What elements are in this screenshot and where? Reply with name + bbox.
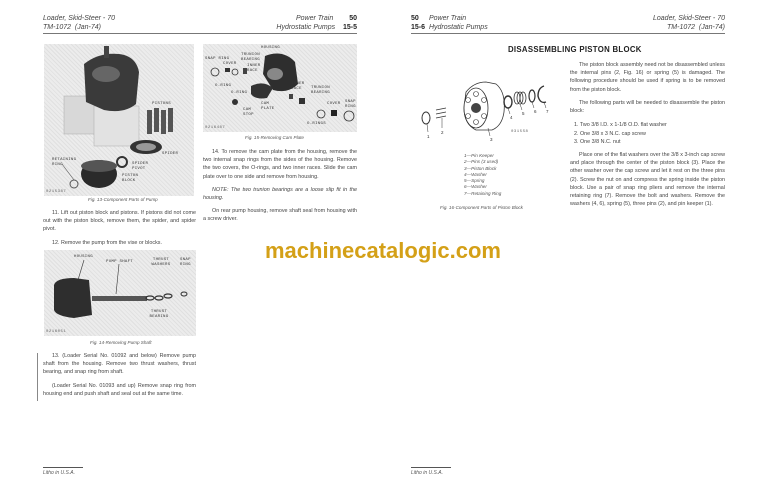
- header-manual: TM-1072: [43, 24, 72, 31]
- label-snap-ring: SNAP RING: [180, 258, 191, 267]
- header-section-num: 50: [349, 15, 357, 22]
- right-body-text-2: [570, 151, 725, 213]
- label-trunion-bearing-2: TRUNION BEARING: [311, 86, 330, 95]
- parts-list-item: 1. Two 3/8 I.D. x 1-1/8 O.D. flat washer: [574, 122, 667, 128]
- figure-14-caption: Fig. 14-Removing Pump Shaft: [90, 340, 152, 345]
- header-section: Power Train: [428, 15, 467, 22]
- paragraph-2: The following parts will be needed to disassemble the piston block:: [570, 99, 725, 115]
- callout-1: 1: [427, 134, 430, 139]
- footer-rule: [43, 467, 83, 468]
- left-header-right: [276, 14, 357, 32]
- header-rule: [43, 33, 357, 34]
- callout-2: 2: [441, 130, 444, 135]
- callout-3: 3: [490, 137, 493, 142]
- section-title: DISASSEMBLING PISTON BLOCK: [508, 45, 642, 54]
- col1-upper-text: [43, 209, 196, 252]
- label-cam-plate: CAM PLATE: [261, 102, 275, 111]
- header-subsection: Hydrostatic Pumps: [428, 24, 488, 31]
- footer-rule: [411, 467, 451, 468]
- figure-14-pump-shaft: [44, 250, 196, 336]
- callout-4: 4: [510, 115, 513, 120]
- label-cam-stop: CAM STOP: [243, 108, 254, 117]
- col2-text: [203, 148, 357, 229]
- header-rule: [411, 33, 725, 34]
- legend-item: 6—Washer: [464, 184, 487, 190]
- label-pistons: PISTONS: [152, 102, 171, 106]
- header-manual: TM-1072: [667, 24, 696, 31]
- callout-7: 7: [546, 109, 549, 114]
- figure-id: 0216051: [46, 330, 67, 334]
- label-thrust-bearing: THRUST BEARING: [149, 310, 169, 319]
- label-spider: SPIDER: [162, 152, 179, 156]
- label-retaining-ring: RETAINING RING: [52, 158, 77, 167]
- label-o-rings: O-RINGS: [307, 122, 326, 126]
- label-piston-block: PISTON BLOCK: [122, 174, 139, 183]
- label-snap-ring-2: SNAP RING: [345, 100, 356, 109]
- figure-15-cam-plate: [203, 44, 357, 132]
- footer-litho: Litho in U.S.A.: [43, 470, 75, 476]
- callout-6: 6: [534, 109, 537, 114]
- figure-13-pump-parts: [44, 44, 194, 196]
- header-model: Loader, Skid-Steer - 70: [653, 15, 725, 22]
- header-model: Loader, Skid-Steer - 70: [43, 15, 115, 22]
- figure-16-id: 0315S8: [511, 130, 529, 134]
- header-section: Power Train: [296, 15, 334, 22]
- header-date: (Jan-74): [74, 24, 101, 31]
- legend-item: 2—Pins (3 used): [464, 159, 499, 165]
- pump-parts-illustration: [44, 44, 194, 196]
- label-cover-2: COVER: [327, 102, 341, 106]
- figure-16-piston-block: [414, 62, 554, 142]
- figure-16-legend: [464, 153, 501, 197]
- label-o-ring: O-RING: [215, 84, 232, 88]
- parts-list: [574, 121, 667, 147]
- legend-item: 5—Spring: [464, 178, 485, 184]
- figure-id: 0216487: [205, 126, 226, 130]
- right-header-right: [653, 14, 725, 32]
- col1-lower-text: [43, 352, 196, 403]
- step-12: 12. Remove the pump from the vise or blocks.: [52, 239, 162, 246]
- right-header-left: [411, 14, 488, 32]
- legend-item: 4—Washer: [464, 171, 487, 177]
- step-11: 11. Lift out piston block and pistons. If pistons did not come out with the piston block, remove them, the spider, and spider pivot.: [43, 210, 196, 233]
- watermark: machinecatalogic.com: [265, 238, 501, 263]
- legend-item: 7—Retaining Ring: [464, 190, 502, 196]
- header-subsection: Hydrostatic Pumps: [276, 24, 336, 31]
- rear-pump-text: On rear pump housing, remove shaft seal from housing with a screw driver.: [203, 208, 357, 223]
- header-date: (Jan-74): [698, 24, 725, 31]
- label-spider-pivot: SPIDER PIVOT: [132, 162, 149, 171]
- parts-list-item: 3. One 3/8 N.C. nut: [574, 139, 621, 145]
- legend-item: 3—Piston Block: [464, 165, 497, 171]
- label-housing: HOUSING: [74, 255, 93, 259]
- label-inner-race: INNER RACE: [247, 64, 261, 73]
- paragraph-3: Place one of the flat washers over the 3/8 x 3-inch cap screw and place through the center of the piston block (3). Place the other washer over the cap screw and let it rest on the three pins (2). Screw the nut on and compress the spring inside the piston block. Use a pair of snap ring pliers and remove the internal retaining ring (7). Remove the bolt and washers. Remove the washers (4, 6), spring (5), three pins (2), and pin keeper (1).: [570, 152, 725, 208]
- label-o-ring-2: O-RING: [231, 91, 248, 95]
- figure-13-caption: Fig. 13-Component Parts of Pump: [88, 197, 158, 202]
- callout-5: 5: [522, 111, 525, 116]
- step-14: 14. To remove the cam plate from the housing, remove the two internal snap rings from the sides of the housing. Remove the two covers, the O-rings, and two inner races. Slide the cam plate over to one side and remove from housing.: [203, 149, 357, 180]
- label-pump-shaft: PUMP SHAFT: [106, 260, 134, 264]
- header-page-num: 15-5: [342, 24, 357, 31]
- label-cover: COVER: [223, 62, 237, 66]
- label-trunion-bearing: TRUNION BEARING: [241, 53, 260, 62]
- header-section-num: 50: [411, 15, 419, 22]
- footer-litho: Litho in U.S.A.: [411, 470, 443, 476]
- figure-16-caption: Fig. 16-Component Parts of Piston Block: [440, 205, 523, 210]
- change-bar: [37, 353, 38, 401]
- label-thrust-washers: THRUST WASHERS: [151, 258, 171, 267]
- paragraph-1: The piston block assembly need not be disassembled unless the internal pins (2, Fig. 16) or spring (5) is damaged. The following procedure should be used if spring is to be removed from the piston block.: [570, 62, 725, 93]
- parts-list-item: 2. One 3/8 x 3 N.C. cap screw: [574, 130, 646, 137]
- right-body-text: [570, 61, 725, 120]
- label-snap-ring: SNAP RING: [205, 57, 230, 61]
- note: NOTE: The two trunion bearings are a loose slip fit in the housing.: [203, 186, 357, 202]
- step-13: 13. (Loader Serial No. 01092 and below) Remove pump shaft from the housing. Remove two thrust washers, thrust bearing, and snap ring from shaft.: [43, 353, 196, 376]
- label-housing: HOUSING: [261, 46, 280, 50]
- label-inner-race-2: INNER RACE: [291, 82, 305, 91]
- figure-15-caption: Fig. 15-Removing Cam Plate: [245, 135, 304, 140]
- step-13b: (Loader Serial No. 01093 and up) Remove snap ring from housing end and push shaft and seal out at the same time.: [43, 382, 196, 397]
- legend-item: 1—Pin Keeper: [464, 153, 494, 158]
- left-header-left: [43, 14, 115, 32]
- header-page-num: 15-6: [411, 24, 426, 31]
- piston-block-illustration: [414, 62, 554, 142]
- figure-id: 0215387: [46, 190, 67, 194]
